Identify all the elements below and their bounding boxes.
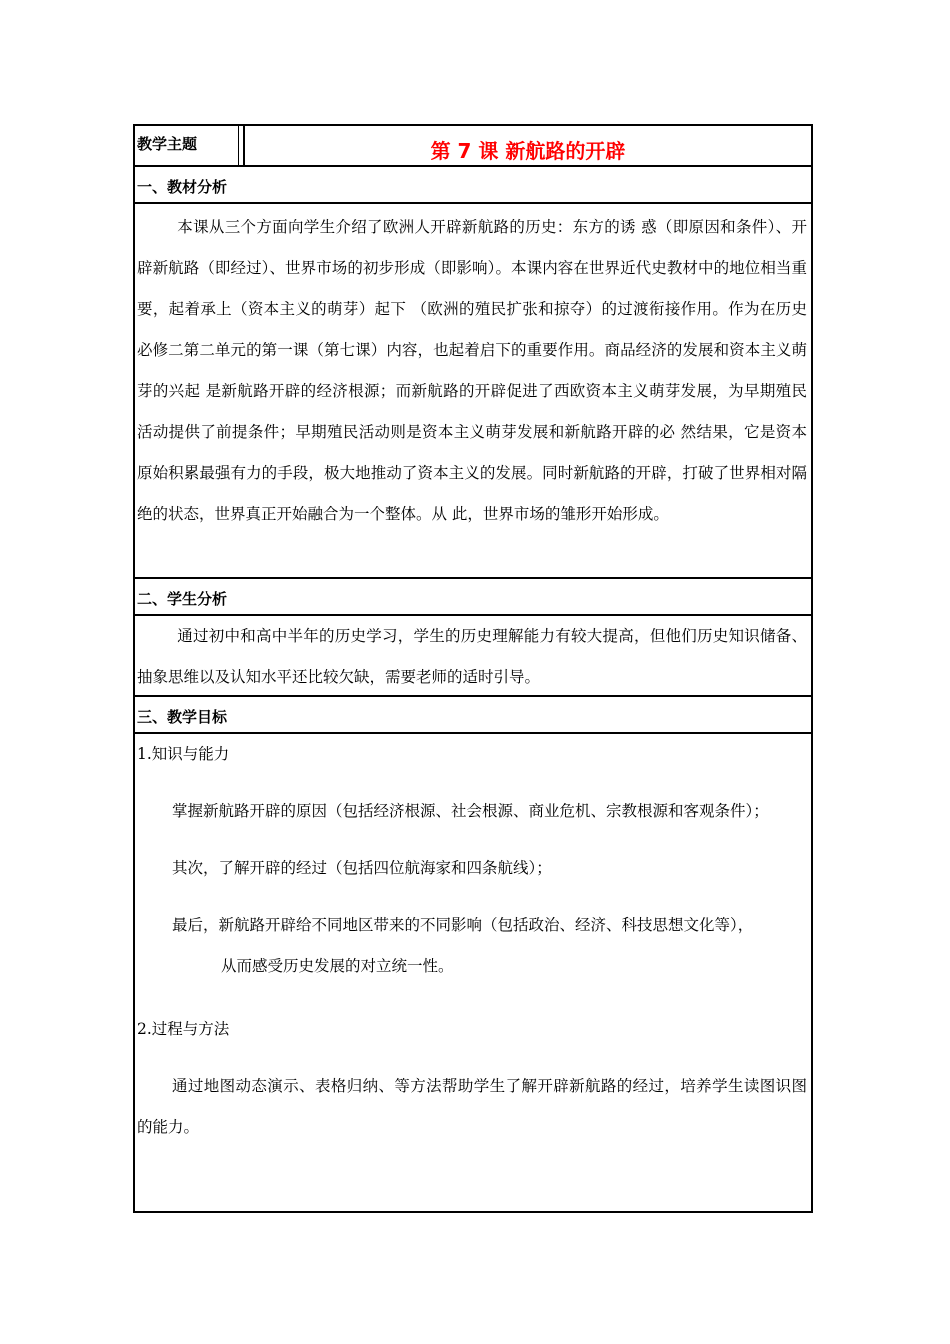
lesson-title: 第 7 课 新航路的开辟 [430,139,626,163]
goal-item: 掌握新航路开辟的原因（包括经济根源、社会根源、商业危机、宗教根源和客观条件）； [172,802,769,820]
goal-subtitle-process: 2.过程与方法 [137,1020,230,1038]
topic-label: 教学主题 [135,126,245,165]
section-heading-students: 二、学生分析 [135,579,811,616]
section-heading-analysis: 一、教材分析 [135,167,811,204]
analysis-body [135,204,811,579]
students-body [135,616,811,697]
analysis-paragraph: 本课从三个方面向学生介绍了欧洲人开辟新航路的历史：东方的诱 惑（即原因和条件）、开辟新航路（即经过）、世界市场的初步形成（即影响）。本课内容在世界近代史教材中的地位相当重要，起着承上（资本主义的萌芽）起下 （欧洲的殖民扩张和掠夺）的过渡衔接作用。作为在历史必修二第二单元的第一课（第七课）内容，也起着启下的重要作用。商品经济的发展和资本主义萌芽的兴起 是新航路开辟的经济根源；而新航路的开辟促进了西欧资本主义萌芽发展，为早期殖民活动提供了前提条件；早期殖民活动则是资本主义萌芽发展和新航路开辟的必 然结果，它是资本原始积累最强有力的手段，极大地推动了资本主义的发展。同时新航路的开辟，打破了世界相对隔绝的状态，世界真正开始融合为一个整体。从 此，世界市场的雏形开始形成。 [137,218,807,523]
goal-item-continuation: 从而感受历史发展的对立统一性。 [221,957,454,975]
title-row [135,126,811,167]
goal-item: 其次，了解开辟的经过（包括四位航海家和四条航线）； [172,859,552,877]
goal-item: 通过地图动态演示、表格归纳、等方法帮助学生了解开辟新航路的经过，培养学生读图识图的能力。 [137,1077,807,1136]
section-heading-goals: 三、教学目标 [135,697,811,734]
lesson-plan-table [133,124,813,1213]
goal-subtitle-knowledge: 1.知识与能力 [137,745,230,763]
students-paragraph: 通过初中和高中半年的历史学习，学生的历史理解能力有较大提高，但他们历史知识储备、抽象思维以及认知水平还比较欠缺，需要老师的适时引导。 [137,627,807,686]
goals-body [135,734,811,1211]
goal-item: 最后，新航路开辟给不同地区带来的不同影响（包括政治、经济、科技思想文化等）， [172,916,754,934]
